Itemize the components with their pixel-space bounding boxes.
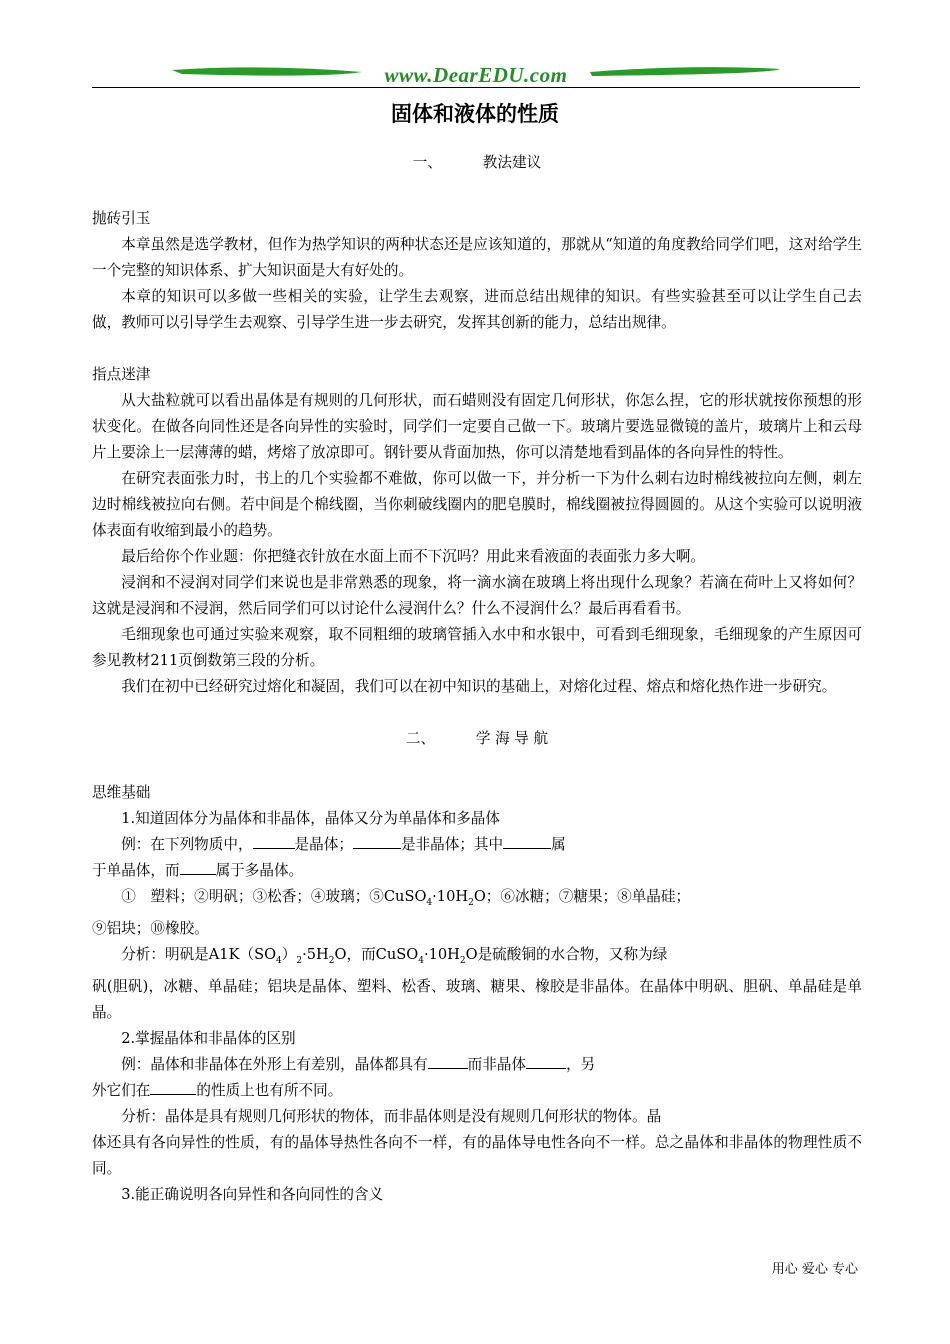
analysis-cont: 体还具有各向异性的性质，有的晶体导热性各向不一样，有的晶体导电性各向不一样。总之晶体和非晶体的物理性质不同。 bbox=[92, 1133, 862, 1177]
paragraph: 我们在初中已经研究过熔化和凝固，我们可以在初中知识的基础上，对熔化过程、熔点和熔化热作进一步研究。 bbox=[121, 678, 837, 695]
substance-list: ① 塑料；②明矾；③松香；④玻璃；$⑤CuSO_4\cdot 10H_2O$；⑥冰糖；⑦糖果；⑧单晶硅； bbox=[121, 888, 691, 908]
paragraph: 毛细现象也可通过实验来观察，取不同粗细的玻璃管插入水中和水银中，可看到毛细现象，毛细现象的产生原因可参见教材211页倒数第三段的分析。 bbox=[92, 626, 862, 669]
subheading: 抛砖引玉 bbox=[92, 210, 151, 227]
subheading: 指点迷津 bbox=[92, 366, 151, 383]
paragraph: 在研究表面张力时，书上的几个实验都不难做，你可以做一下，并分析一下为什么刺右边时棉线被拉向左侧，刺左边时棉线被拉向右侧。若中间是个棉线圈，当你刺破线圈内的肥皂膜时，棉线圈被拉得圆圆的。从这个实验可以说明液体表面有收缩到最小的趋势。 bbox=[92, 470, 862, 539]
page-title: 固体和液体的性质 bbox=[391, 101, 559, 126]
example-question: 例：晶体和非晶体在外形上有差别，晶体都具有 而非晶体 ，另 bbox=[121, 1055, 596, 1073]
section-number: 二、 bbox=[405, 730, 436, 747]
list-item: 1.知道固体分为晶体和非晶体，晶体又分为单晶体和多晶体 bbox=[121, 810, 500, 827]
list-item: 2.掌握晶体和非晶体的区别 bbox=[121, 1029, 296, 1047]
analysis-cont: 矾(胆矾)，冰糖、单晶硅；铝块是晶体、塑料、松香、玻璃、糖果、橡胶是非晶体。在晶体中明矾、胆矾、单晶硅是单晶。 bbox=[92, 977, 862, 1021]
example-question: 例：在下列物质中， 是晶体； 是非晶体；其中 属 bbox=[121, 836, 566, 853]
header-rule bbox=[92, 87, 860, 88]
page-footer: 用心 爱心 专心 bbox=[771, 1262, 858, 1277]
substance-list-cont: ⑨铝块；⑩橡胶。 bbox=[92, 919, 209, 937]
paragraph: 本章虽然是选学教材，但作为热学知识的两种状态还是应该知道的，那就从“知道的角度教给同学们吧，这对给学生一个完整的知识体系、扩大知识面是大有好处的。 bbox=[92, 236, 862, 279]
section-heading-2 bbox=[92, 726, 862, 752]
logo-text: www.DearEDU.com bbox=[384, 63, 568, 87]
section-title: 学 海 导 航 bbox=[475, 730, 549, 747]
page-header bbox=[92, 62, 860, 92]
analysis: 分析：晶体是具有规则几何形状的物体，而非晶体则是没有规则几何形状的物体。晶 bbox=[121, 1107, 662, 1125]
section-number: 一、 bbox=[412, 154, 442, 171]
paragraph: 最后给你个作业题：你把缝衣针放在水面上而不下沉吗？用此来看液面的表面张力多大啊。 bbox=[121, 548, 705, 565]
subheading: 思维基础 bbox=[92, 784, 151, 801]
paragraph: 本章的知识可以多做一些相关的实验，让学生去观察，进而总结出规律的知识。有些实验甚至可以让学生自己去做，教师可以引导学生去观察、引导学生进一步去研究，发挥其创新的能力，总结出规律。 bbox=[92, 288, 862, 331]
section-title: 教法建议 bbox=[482, 154, 542, 171]
section-heading-1 bbox=[92, 150, 862, 176]
paragraph: 浸润和不浸润对同学们来说也是非常熟悉的现象，将一滴水滴在玻璃上将出现什么现象？若滴在荷叶上又将如何？这就是浸润和不浸润，然后同学们可以讨论什么浸润什么？什么不浸润什么？最后再看看书。 bbox=[92, 574, 862, 617]
example-question-cont: 于单晶体，而 属于多晶体。 bbox=[92, 862, 304, 879]
example-question-cont: 外它们在 的性质上也有所不同。 bbox=[92, 1081, 343, 1099]
paragraph: 从大盐粒就可以看出晶体是有规则的几何形状，而石蜡则没有固定几何形状，你怎么捏，它的形状就按你预想的形状变化。在做各向同性还是各向异性的实验时，同学们一定要自己做一下。玻璃片要选显微镜的盖片，玻璃片上和云母片上要涂上一层薄薄的蜡，烤熔了放凉即可。钢针要从背面加热，你可以清楚地看到晶体的各向异性的特性。 bbox=[92, 392, 862, 461]
analysis: 分析：明矾是$A1K(SO_4)_2\cdot 5H_2O$，而$CuSO_4\cdot 10H_2O$是硫酸铜的水合物，又称为绿 bbox=[121, 945, 668, 966]
list-item: 3.能正确说明各向异性和各向同性的含义 bbox=[121, 1185, 384, 1203]
document-body bbox=[92, 150, 862, 1208]
